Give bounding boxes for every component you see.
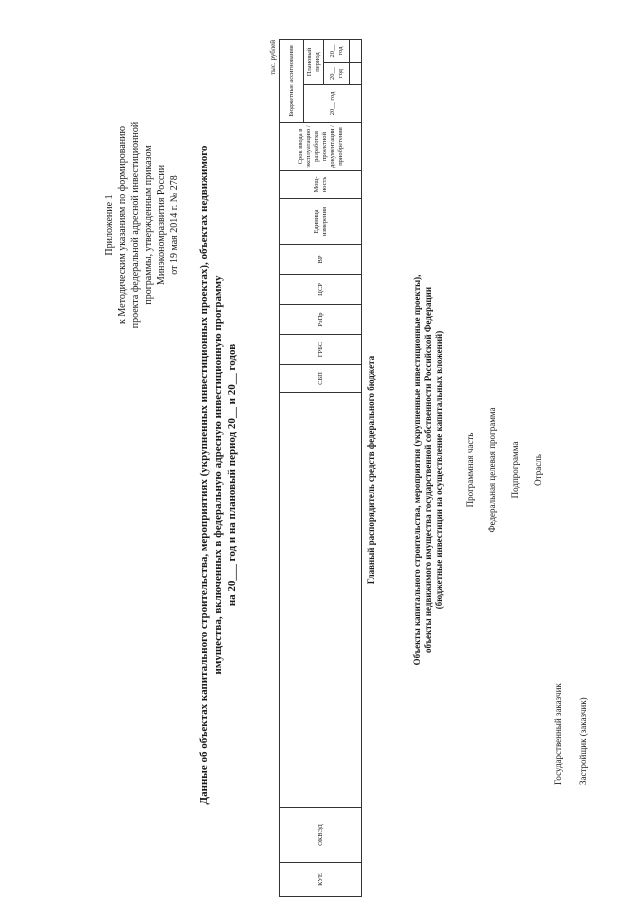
objects-line: объекты недвижимого имущества государственной собственности Российской Федерации — [423, 286, 433, 654]
appendix-line: программы, утвержденным приказом — [143, 145, 154, 305]
col-rzpr: РзПр — [280, 305, 362, 335]
objects-line: Объекты капитального строительства, мероприятия (укрупненные инвестиционные проекты), — [412, 274, 422, 666]
program-part-label: Программная часть — [465, 432, 475, 508]
document-title — [197, 50, 239, 900]
objects-line: (бюджетные инвестиции на осуществление капитальных вложений) — [434, 330, 444, 610]
developer-label: Застройщик (заказчик) — [578, 697, 588, 785]
col-kue: КУЕ — [280, 863, 362, 897]
data-table — [279, 39, 362, 897]
col-unit: Единица измерения — [280, 199, 362, 245]
objects-heading — [412, 40, 445, 900]
col-planned: Плановый период — [304, 39, 324, 84]
col-year-3: 20__ год — [324, 39, 350, 62]
col-okved: ОКВЭД — [280, 808, 362, 863]
appendix-line: Приложение 1 — [104, 194, 115, 256]
subprogram-label: Подпрограмма — [510, 441, 520, 499]
col-csr: ЦСР — [280, 275, 362, 305]
appendix-line: к Методическим указаниям по формированию — [117, 126, 128, 324]
col-power: Мощ-ность — [280, 171, 362, 199]
col-budget: Бюджетные ассигнования — [280, 39, 304, 122]
main-distributor-label: Главный распорядитель средств федерального бюджета — [366, 355, 376, 585]
title-line: на 20___ год и на плановый период 20__ и 20__ годов — [226, 343, 238, 607]
appendix-line: проекта федеральной адресной инвестиционной — [130, 121, 141, 329]
col-year-2: 20__ год — [324, 63, 350, 85]
cell-empty — [350, 63, 362, 85]
state-customer-label: Государственный заказчик — [553, 683, 563, 785]
industry-label: Отрасль — [533, 454, 543, 486]
appendix-line: от 19 мая 2014 г. № 278 — [169, 175, 180, 275]
data-table-wrap — [269, 40, 361, 897]
col-grbs: ГРБС — [280, 335, 362, 365]
col-blank — [280, 393, 362, 808]
cell-empty — [350, 39, 362, 62]
col-deadline: Срок ввода в эксплуатацию / разработки проектной документации / приобретения — [280, 123, 362, 171]
title-line: Данные об объектах капитального строительства, мероприятиях (укрупненных инвестиционных проектах), объектах недвижимого — [198, 145, 210, 805]
fcp-label: Федеральная целевая программа — [487, 407, 497, 533]
appendix-block — [103, 10, 181, 440]
col-vr: ВР — [280, 245, 362, 275]
title-line: имущества, включенных в федеральную адресную инвестиционную программу — [212, 275, 224, 675]
col-year: 20__ год — [304, 85, 362, 123]
col-sbp: СБП — [280, 365, 362, 393]
units-label: тыс. рублей — [269, 40, 277, 75]
appendix-line: Минэкономразвития России — [156, 164, 167, 286]
